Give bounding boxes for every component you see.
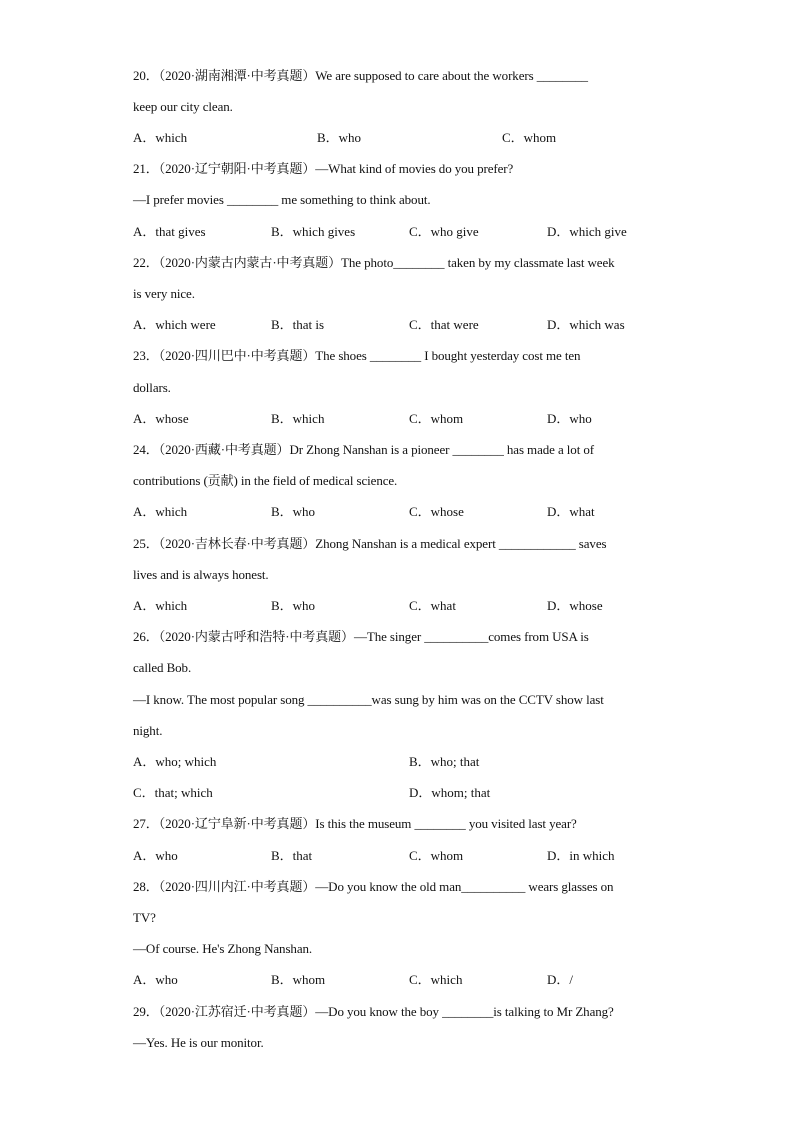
question-25-option-c: C．what — [409, 598, 456, 613]
question-22-option-b: B．that is — [271, 317, 325, 332]
question-21-option-d: D．which give — [547, 224, 627, 239]
question-22-option-c: C．that were — [409, 317, 479, 332]
question-24-option-b: B．who — [271, 504, 316, 519]
question-27-option-a: A．who — [133, 848, 178, 863]
question-29-line-1: 29．（2020·江苏宿迁·中考真题）—Do you know the boy ________is talking to Mr Zhang? — [133, 1004, 614, 1019]
question-28-option-c: C．which — [409, 972, 463, 987]
question-24-option-a: A．which — [133, 504, 188, 519]
question-26-line-1: 26．（2020·内蒙古呼和浩特·中考真题）—The singer __________comes from USA is — [133, 629, 589, 644]
question-29-line-2: —Yes. He is our monitor. — [133, 1035, 264, 1050]
question-20-option-b: B．who — [317, 130, 362, 145]
question-25-option-d: D．whose — [547, 598, 603, 613]
question-26-option-a: A．who; which — [133, 754, 217, 769]
question-21-option-c: C．who give — [409, 224, 479, 239]
question-20-option-a: A．which — [133, 130, 188, 145]
question-26-option-d: D．whom; that — [409, 785, 491, 800]
question-28-option-d: D．/ — [547, 972, 574, 987]
question-22-option-d: D．which was — [547, 317, 625, 332]
question-20-line-1: 20．（2020·湖南湘潭·中考真题）We are supposed to care about the workers ________ — [133, 68, 588, 83]
question-26-option-b: B．who; that — [409, 754, 480, 769]
question-28-option-a: A．who — [133, 972, 178, 987]
question-20-line-2: keep our city clean. — [133, 99, 233, 114]
question-23-option-c: C．whom — [409, 411, 464, 426]
question-27-option-b: B．that — [271, 848, 313, 863]
question-24-option-c: C．whose — [409, 504, 464, 519]
question-22-option-a: A．which were — [133, 317, 216, 332]
question-24-line-1: 24．（2020·西藏·中考真题）Dr Zhong Nanshan is a pioneer ________ has made a lot of — [133, 442, 594, 457]
question-26-line-2: called Bob. — [133, 660, 192, 675]
question-21-option-a: A．that gives — [133, 224, 206, 239]
question-25-option-b: B．who — [271, 598, 316, 613]
question-28-line-1: 28．（2020·四川内江·中考真题）—Do you know the old man__________ wears glasses on — [133, 879, 614, 894]
question-23-line-2: dollars. — [133, 380, 171, 395]
question-21-line-1: 21．（2020·辽宁朝阳·中考真题）—What kind of movies do you prefer? — [133, 161, 514, 176]
question-24-option-d: D．what — [547, 504, 595, 519]
question-27-line-1: 27．（2020·辽宁阜新·中考真题）Is this the museum ________ you visited last year? — [133, 816, 577, 831]
question-23-option-a: A．whose — [133, 411, 189, 426]
question-24-line-2: contributions (贡献) in the field of medical science. — [133, 473, 398, 488]
question-22-line-1: 22．（2020·内蒙古内蒙古·中考真题）The photo________ taken by my classmate last week — [133, 255, 615, 270]
question-26-line-3: —I know. The most popular song __________was sung by him was on the CCTV show last — [133, 692, 604, 707]
question-23-option-b: B．which — [271, 411, 325, 426]
question-21-line-2: —I prefer movies ________ me something to think about. — [133, 192, 431, 207]
question-28-line-2: TV? — [133, 910, 156, 925]
question-28-option-b: B．whom — [271, 972, 326, 987]
question-23-line-1: 23．（2020·四川巴中·中考真题）The shoes ________ I bought yesterday cost me ten — [133, 348, 581, 363]
question-28-line-3: —Of course. He's Zhong Nanshan. — [133, 941, 313, 956]
question-27-option-d: D．in which — [547, 848, 615, 863]
question-22-line-2: is very nice. — [133, 286, 195, 301]
question-25-line-2: lives and is always honest. — [133, 567, 269, 582]
question-21-option-b: B．which gives — [271, 224, 356, 239]
question-23-option-d: D．who — [547, 411, 592, 426]
question-25-line-1: 25．（2020·吉林长春·中考真题）Zhong Nanshan is a medical expert ____________ saves — [133, 536, 607, 551]
question-25-option-a: A．which — [133, 598, 188, 613]
question-20-option-c: C．whom — [502, 130, 557, 145]
question-26-option-c: C．that; which — [133, 785, 213, 800]
question-27-option-c: C．whom — [409, 848, 464, 863]
question-26-line-4: night. — [133, 723, 163, 738]
